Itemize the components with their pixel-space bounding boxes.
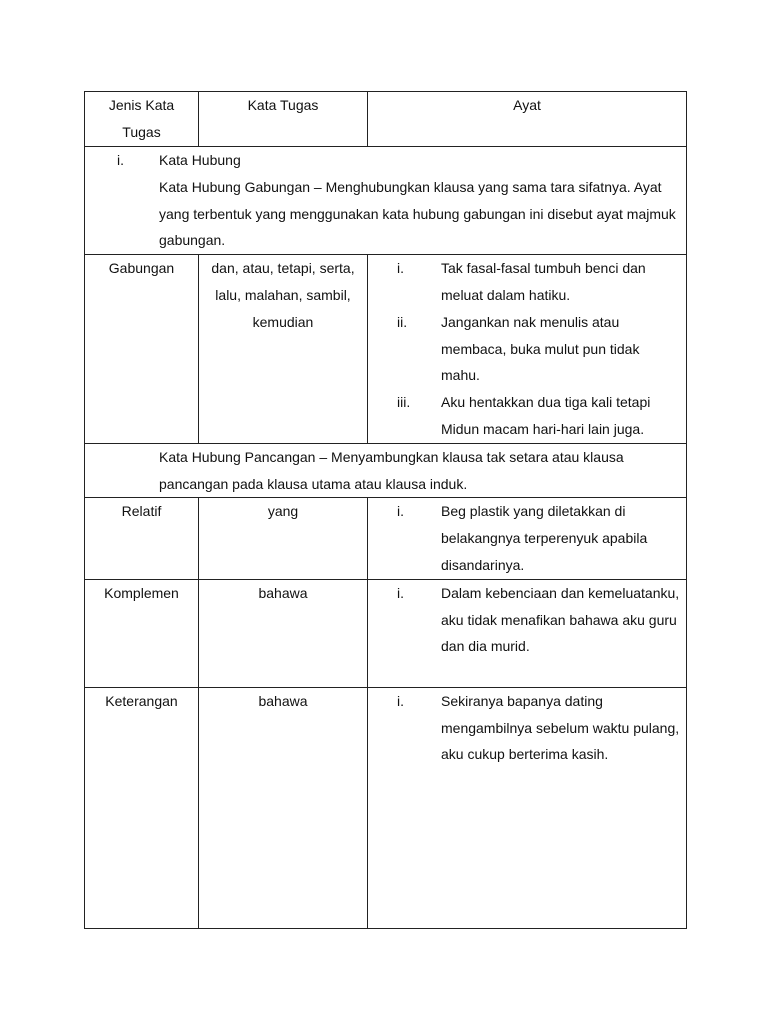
example-item: i. Tak fasal-fasal tumbuh benci dan meluat dalam hatiku. bbox=[397, 260, 646, 303]
table-row-relatif bbox=[85, 498, 687, 579]
section-title: Kata Hubung bbox=[159, 152, 241, 168]
kata-tugas-table bbox=[84, 91, 687, 929]
section-pancangan bbox=[85, 443, 687, 498]
kata-cell: bahawa bbox=[199, 687, 368, 928]
ayat-cell bbox=[368, 255, 687, 444]
example-item: i. Dalam kebenciaan dan kemeluatanku, aku tidak menafikan bahawa aku guru dan dia murid. bbox=[397, 584, 680, 655]
kata-cell: bahawa bbox=[199, 579, 368, 687]
section-row-pancangan bbox=[85, 443, 687, 498]
header-jenis-line1: Jenis Kata bbox=[108, 97, 175, 113]
jenis-cell: Komplemen bbox=[85, 579, 199, 687]
example-item: iii. Aku hentakkan dua tiga kali tetapi Midun macam hari-hari lain juga. bbox=[397, 394, 651, 437]
example-item: i. Beg plastik yang diletakkan di belakangnya terperenyuk apabila disandarinya. bbox=[397, 503, 648, 573]
ayat-cell bbox=[368, 579, 687, 687]
kata-cell: dan, atau, tetapi, serta, lalu, malahan, sambil, kemudian bbox=[199, 255, 368, 444]
example-item: ii. Jangankan nak menulis atau membaca, buka mulut pun tidak mahu. bbox=[397, 313, 640, 384]
ayat-cell bbox=[368, 687, 687, 928]
section-kata-hubung bbox=[85, 147, 687, 255]
table-row-gabungan bbox=[85, 255, 687, 444]
header-kata-tugas: Kata Tugas bbox=[199, 92, 368, 147]
jenis-cell: Keterangan bbox=[85, 687, 199, 928]
kata-cell: yang bbox=[199, 498, 368, 579]
section-description: Kata Hubung Gabungan – Menghubungkan klausa yang sama tara sifatnya. Ayat yang terbentuk yang menggunakan kata hubung gabungan ini disebut ayat majmuk gabungan. bbox=[159, 178, 676, 249]
section-numeral: i. bbox=[117, 152, 124, 168]
header-jenis-kata-tugas bbox=[85, 92, 199, 147]
section-description: Kata Hubung Pancangan – Menyambungkan klausa tak setara atau klausa pancangan pada klausa utama atau klausa induk. bbox=[159, 448, 624, 492]
jenis-cell: Relatif bbox=[85, 498, 199, 579]
example-item: i. Sekiranya bapanya dating mengambilnya sebelum waktu pulang, aku cukup berterima kasih. bbox=[397, 692, 680, 763]
header-jenis-line2: Tugas bbox=[122, 123, 161, 140]
section-row-kata-hubung bbox=[85, 147, 687, 255]
jenis-cell: Gabungan bbox=[85, 255, 199, 444]
header-ayat: Ayat bbox=[368, 92, 687, 147]
table-header-row bbox=[85, 92, 687, 147]
table-row-keterangan bbox=[85, 687, 687, 928]
table-row-komplemen bbox=[85, 579, 687, 687]
ayat-cell bbox=[368, 498, 687, 579]
